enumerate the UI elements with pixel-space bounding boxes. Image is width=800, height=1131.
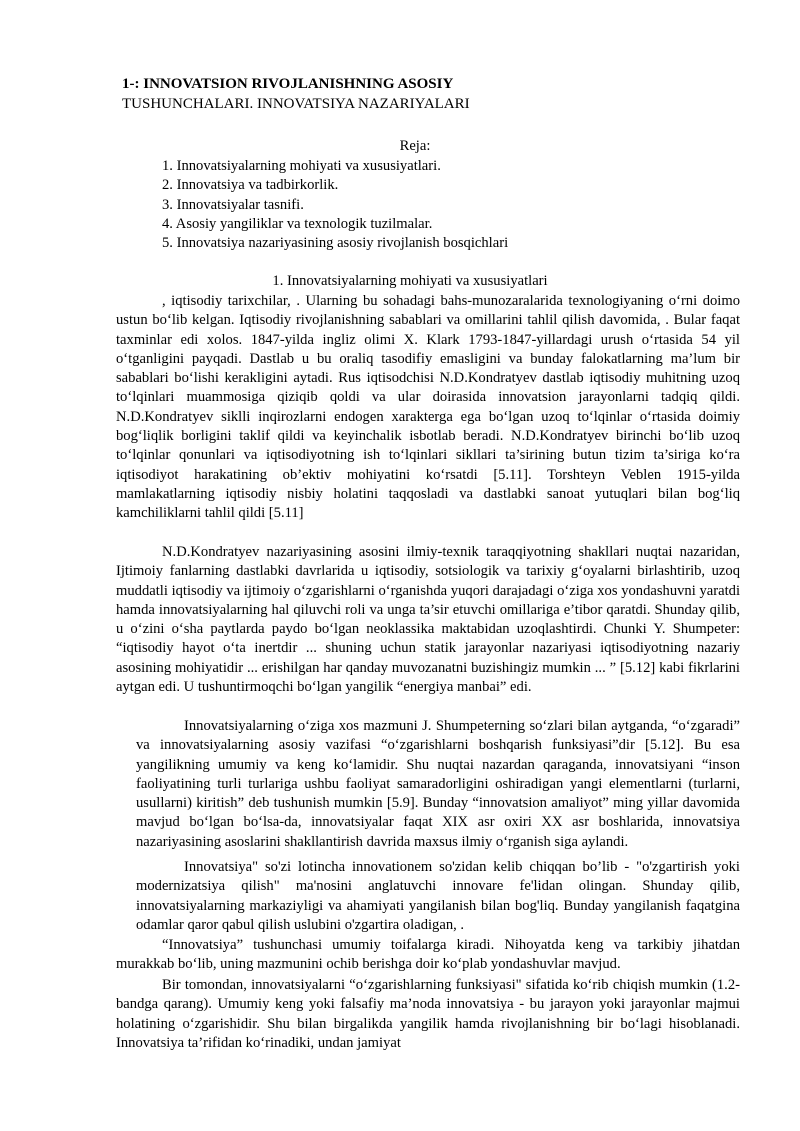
plan-list xyxy=(162,157,722,253)
heading-line-1: 1-: INNOVATSION RIVOJLANISHNING ASOSIY xyxy=(122,76,454,92)
paragraph: Innovatsiyalarning o‘ziga xos mazmuni J. Shumpeterning so‘zlari bilan aytganda, “o‘zgaradi” va innovatsiyalarning asosiy vazifasi “o‘zgarishlarni boshqarish funksiyasi”dir [5.12]. Bu esa yangilikning umumiy va keng ko‘lamidir. Shu nuqtai nazardan qaraganda, innovatsiyani “inson faoliyatining turli turlariga ushbu faoliyat samaradorligini oshiradigan yangi elementlarni (turlarni, usullarni) kiritish” deb tushunish mumkin [5.9]. Bunday “innovatsion amaliyot” ming yillar davomida mavjud bo‘lgan bo‘lsa-da, innovatsiyalar faqat XIX asr oxiri XX asr boshlarida, innovatsiya nazariyasining asoslarini shakllantirish davrida maxsus ilmiy o‘rganish siga aylandi. xyxy=(136,718,740,850)
plan-item: 5. Innovatsiya nazariyasining asosiy rivojlanish bosqichlari xyxy=(162,235,509,252)
paragraph: Bir tomondan, innovatsiyalarni “o‘zgarishlarning funksiyasi" sifatida ko‘rib chiqish mumkin (1.2-bandga qarang). Umumiy keng yoki falsafiy ma’noda innovatsiya - bu jarayon yoki jarayonlar majmui holatining o‘zgarishidir. Shu bilan birgalikda yangilik hamda rivojlanishning bir bo‘lagi hisoblanadi. Innovatsiya ta’rifidan ko‘rinadiki, undan jamiyat xyxy=(116,977,740,1051)
plan-title: Reja: xyxy=(399,138,431,154)
plan-item: 4. Asosiy yangiliklar va texnologik tuzilmalar. xyxy=(162,215,433,232)
paragraph: “Innovatsiya” tushunchasi umumiy toifalarga kiradi. Nihoyatda keng va tarkibiy jihatdan murakkab bo‘lib, uning mazmunini ochib berishga doir ko‘plab yondashuvlar mavjud. xyxy=(116,937,740,973)
section-title: 1. Innovatsiyalarning mohiyati va xususiyatlari xyxy=(272,273,548,289)
document-heading xyxy=(122,74,682,114)
paragraph: Innovatsiya" so'zi lotincha innovationem so'zidan kelib chiqqan bo’lib - "o'zgartirish yoki modernizatsiya qilish" ma'nosini anglatuvchi innovare fe'lidan olingan. Shunday qilib, innovatsiyalarning markaziyligi va ahamiyati yangilanish bilan bog'liq. Bunday yangilanish faqatgina odamlar qaror qabul qilish uslubini o'zgartira oladigan, . xyxy=(136,859,740,933)
plan-item: 1. Innovatsiyalarning mohiyati va xususiyatlari. xyxy=(162,158,441,174)
plan-item: 3. Innovatsiyalar tasnifi. xyxy=(162,196,304,213)
heading-line-2: TUSHUNCHALARI. INNOVATSIYA NAZARIYALARI xyxy=(122,96,470,112)
paragraph: , iqtisodiy tarixchilar, . Ularning bu sohadagi bahs-munozaralarida texnologiyaning o‘rni doimo ustun bo‘lib kelgan. Iqtisodiy rivojlanishning sabablari va omillarini tahlil qilish davomida, . Bular faqat taxminlar edi xolos. 1847-yilda ingliz olimi X. Klark 1793-1847-yillardagi urush o‘rtasida 54 yil o‘tganligini payqadi. Dastlab u bu oraliq tasodifiy emasligini va bunday falokatlarning ma’lum bir sabablari bo‘lishi kerakligini aytadi. Rus iqtisodchisi N.D.Kondratyev dastlab iqtisodiy muhitning uzoq to‘lqinlari muammosiga qiziqib qoldi va ular doirasida innovatsion jarayonlarni tadqiq qildi. N.D.Kondratyev siklli inqirozlarni endogen xarakterga ega bo‘lgan uzoq to‘lqinlar o‘rtasida doimiy bog‘liqlik borligini taklif qildi va keyinchalik isbotlab beradi. N.D.Kondratyev birinchi bo‘lib uzoq to‘lqinlar qonunlari va iqtisodiyotning ish to‘lqinlari sikllari ta’sirining butun tizim ta’siriga ko‘ra iqtisodiyot harakatining ob’ektiv mohiyatini ko‘rsatdi [5.11]. Torshteyn Veblen 1915-yilda mamlakatlarning iqtisodiy nisbiy holatini taqqosladi va dastlabki sanoat yutuqlari bilan bog‘liq kamchiliklarni tahlil qildi [5.11] xyxy=(116,293,740,522)
plan-item: 2. Innovatsiya va tadbirkorlik. xyxy=(162,177,339,194)
paragraph: N.D.Kondratyev nazariyasining asosini ilmiy-texnik taraqqiyotning shakllari nuqtai nazaridan, Ijtimoiy fanlarning dastlabki davrlarida u iqtisodiy, sotsiologik va tarixiy g‘oyalarni birlashtirib, uzoq muddatli iqtisodiy va ijtimoiy o‘zgarishlarni o‘rganishda yuqori darajadagi o‘ziga xos yondashuvni yaratdi hamda innovatsiyalarning hal qiluvchi roli va unga ta’sir etuvchi omillariga e’tibor qaratdi. Shunday qilib, u o‘zini o‘sha paytlarda paydo bo‘lgan neoklassika maktabidan uzoqlashtirdi. Chunki Y. Shumpeter: “iqtisodiy hayot o‘ta inertdir ... shuning uchun statik jarayonlar nazariyasi iqtisodiyotning nazariy asosining mohiyatidir ... erishilgan har qanday muvozanatni buzishingiz mumkin ... ” [5.12] kabi fikrlarini aytgan edi. U tushuntirmoqchi bo‘lgan yangilik “energiya manbai” edi. xyxy=(116,544,740,696)
